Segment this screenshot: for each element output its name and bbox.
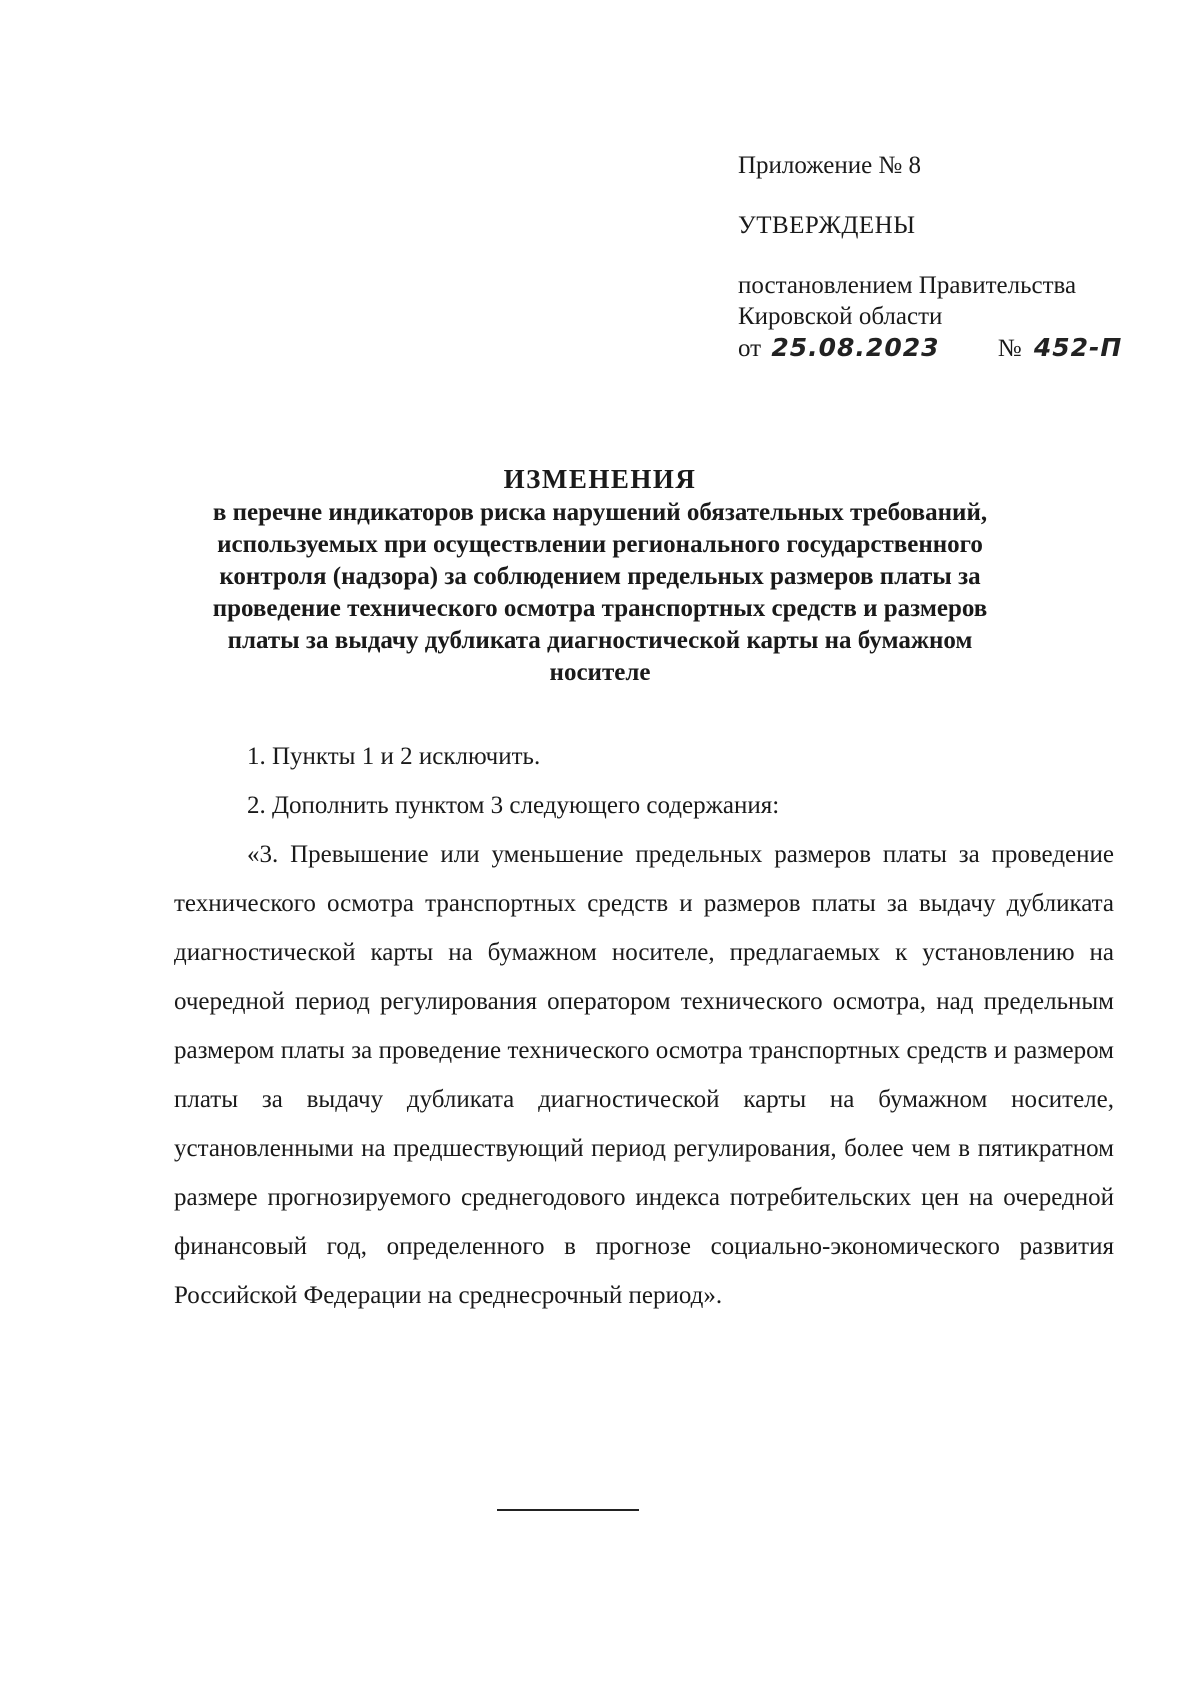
subtitle-line: используемых при осуществлении регионального государственного (217, 531, 983, 558)
document-title: ИЗМЕНЕНИЯ (503, 464, 697, 494)
document-heading (185, 463, 1015, 689)
subtitle-line: контроля (надзора) за соблюдением предельных размеров платы за (219, 563, 981, 590)
handwritten-number: 452-П (1033, 333, 1123, 362)
approval-stamp (738, 150, 1178, 364)
subtitle-line: платы за выдачу дубликата диагностической карты на бумажном (227, 627, 973, 654)
date-number-line (738, 332, 1178, 364)
item-1: 1. Пункты 1 и 2 исключить. (247, 743, 541, 770)
document-body (174, 732, 1114, 1320)
subtitle-line: в перечне индикаторов риска нарушений обязательных требований, (212, 499, 988, 526)
subtitle-line: проведение технического осмотра транспортных средств и размеров (212, 595, 988, 622)
region-line: Кировской области (738, 303, 943, 330)
end-divider (497, 1509, 639, 1511)
item-3-text: «3. Превышение или уменьшение предельных размеров платы за проведение технического осмотра транспортных средств и размеров платы за выдачу дубликата диагностической карты на бумажном носителе, предлагаемых к установлению на очередной период регулирования оператором технического осмотра, над предельным размером платы за проведение технического осмотра транспортных средств и размером платы за выдачу дубликата диагностической карты на бумажном носителе, установленными на предшествующий период регулирования, более чем в пятикратном размере прогнозируемого среднегодового индекса потребительских цен на очередной финансовый год, определенного в прогнозе социально-экономического развития Российской Федерации на среднесрочный период». (174, 841, 1114, 1309)
approved-label: УТВЕРЖДЕНЫ (738, 212, 916, 239)
number-prefix: № (997, 335, 1022, 362)
subtitle-line: носителе (549, 659, 651, 686)
handwritten-date: 25.08.2023 (771, 333, 940, 362)
annex-label: Приложение № 8 (738, 152, 922, 179)
date-prefix: от (738, 335, 762, 362)
resolution-line: постановлением Правительства (738, 272, 1077, 299)
item-2: 2. Дополнить пунктом 3 следующего содержания: (247, 792, 780, 819)
